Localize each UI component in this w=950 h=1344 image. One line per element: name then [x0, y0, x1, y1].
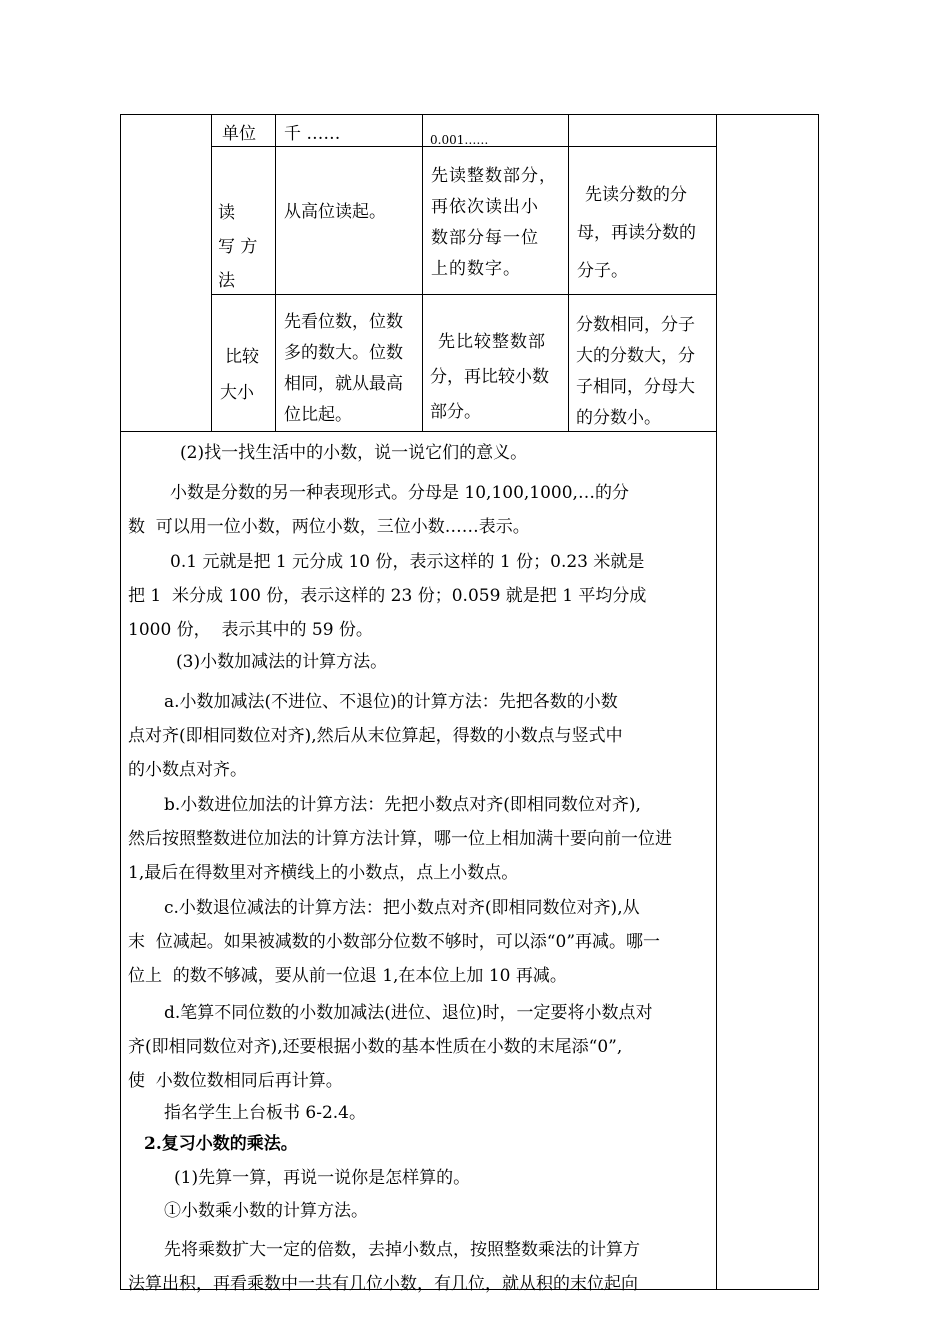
- table-divider: [211, 114, 212, 432]
- text-line: 母，再读分数的: [577, 223, 696, 243]
- text-line: 大的分数大，分: [576, 346, 695, 366]
- paragraph: (2)找一找生活中的小数，说一说它们的意义。: [180, 443, 528, 463]
- section-heading: 2.复习小数的乘法。: [144, 1134, 298, 1154]
- text-line: 齐(即相同数位对齐),还要根据小数的基本性质在小数的末尾添“0”,: [128, 1037, 623, 1057]
- cell-decimal-unit: 0.001……: [430, 133, 489, 147]
- text-line: 相同，就从最高: [284, 374, 403, 394]
- cell-decimal-readwrite: [431, 161, 557, 285]
- paragraph: (3)小数加减法的计算方法。: [176, 652, 388, 672]
- paragraph: [128, 685, 718, 787]
- text-line: 然后按照整数进位加法的计算方法计算，哪一位上相加满十要向前一位进: [128, 829, 672, 849]
- text-line: 部分。: [430, 402, 481, 422]
- text-line: 先将乘数扩大一定的倍数，去掉小数点，按照整数乘法的计算方: [164, 1240, 640, 1260]
- text-line: 先读整数部分，: [431, 166, 557, 186]
- table-divider: [568, 114, 569, 432]
- text-line: a.小数加减法(不进位、不退位)的计算方法：先把各数的小数: [164, 692, 618, 712]
- text-line: 分，再比较小数: [430, 367, 549, 387]
- text-line: 数 可以用一位小数，两位小数，三位小数……表示。: [128, 517, 530, 537]
- text-line: d.笔算不同位数的小数加减法(进位、退位)时，一定要将小数点对: [164, 1003, 653, 1023]
- text-line: 点对齐(即相同数位对齐),然后从末位算起，得数的小数点与竖式中: [128, 726, 623, 746]
- row-label-readwrite: [218, 196, 257, 298]
- text-line: 1,最后在得数里对齐横线上的小数点，点上小数点。: [128, 863, 519, 883]
- text-line: c.小数退位减法的计算方法：把小数点对齐(即相同数位对齐),从: [164, 898, 640, 918]
- table-divider: [211, 294, 716, 295]
- paragraph: [128, 788, 718, 890]
- text-line: 分数相同，分子: [576, 315, 695, 335]
- text-line: 多的数大。位数: [284, 343, 403, 363]
- text-line: 的小数点对齐。: [128, 760, 247, 780]
- cell-integer-compare: [284, 307, 403, 431]
- label-line: 大小: [220, 383, 254, 403]
- row-label-compare: [220, 339, 259, 411]
- text-line: 数部分每一位: [431, 228, 539, 248]
- paragraph: [128, 891, 718, 993]
- cell-integer-unit: 千 ……: [284, 124, 341, 144]
- label-line: 写 方: [218, 237, 258, 257]
- table-divider: [422, 114, 423, 432]
- text-line: 末 位减起。如果被减数的小数部分位数不够时，可以添“0”再减。哪一: [128, 932, 661, 952]
- text-line: 再依次读出小: [431, 197, 539, 217]
- text-line: 法算出积，再看乘数中一共有几位小数，有几位，就从积的末位起向: [128, 1274, 638, 1294]
- text-line: 子相同，分母大: [576, 377, 695, 397]
- text-line: 1000 份， 表示其中的 59 份。: [128, 620, 373, 640]
- table-divider: [275, 114, 276, 432]
- paragraph: [128, 476, 718, 544]
- text-line: 位上 的数不够减，要从前一位退 1,在本位上加 10 再减。: [128, 966, 567, 986]
- text-line: 位比起。: [284, 405, 352, 425]
- row-label-unit: 单位: [222, 124, 256, 144]
- paragraph: ①小数乘小数的计算方法。: [164, 1201, 368, 1221]
- text-line: 0.1 元就是把 1 元分成 10 份，表示这样的 1 份；0.23 米就是: [170, 552, 645, 572]
- text-line: 使 小数位数相同后再计算。: [128, 1071, 343, 1091]
- paragraph: [128, 1233, 718, 1301]
- paragraph: 指名学生上台板书 6-2.4。: [164, 1103, 366, 1123]
- text-line: 把 1 米分成 100 份，表示这样的 23 份；0.059 就是把 1 平均分成: [128, 586, 647, 606]
- paragraph: [128, 996, 718, 1098]
- label-line: 比较: [225, 347, 259, 367]
- text-line: 先看位数，位数: [284, 312, 403, 332]
- text-line: 上的数字。: [431, 259, 521, 279]
- text-line: 的分数小。: [576, 408, 661, 428]
- label-line: 法: [218, 271, 235, 291]
- cell-decimal-compare: [430, 325, 549, 430]
- paragraph: [128, 545, 718, 647]
- text-line: 先读分数的分: [585, 185, 687, 205]
- cell-integer-readwrite: 从高位读起。: [284, 202, 386, 222]
- text-line: b.小数进位加法的计算方法：先把小数点对齐(即相同数位对齐),: [164, 795, 641, 815]
- cell-fraction-compare: [576, 310, 695, 434]
- text-line: 先比较整数部: [438, 332, 546, 352]
- label-line: 读: [218, 203, 235, 223]
- cell-fraction-readwrite: [577, 176, 696, 290]
- text-line: 小数是分数的另一种表现形式。分母是 10,100,1000,…的分: [170, 483, 629, 503]
- paragraph: (1)先算一算，再说一说你是怎样算的。: [174, 1168, 471, 1188]
- text-line: 分子。: [577, 261, 628, 281]
